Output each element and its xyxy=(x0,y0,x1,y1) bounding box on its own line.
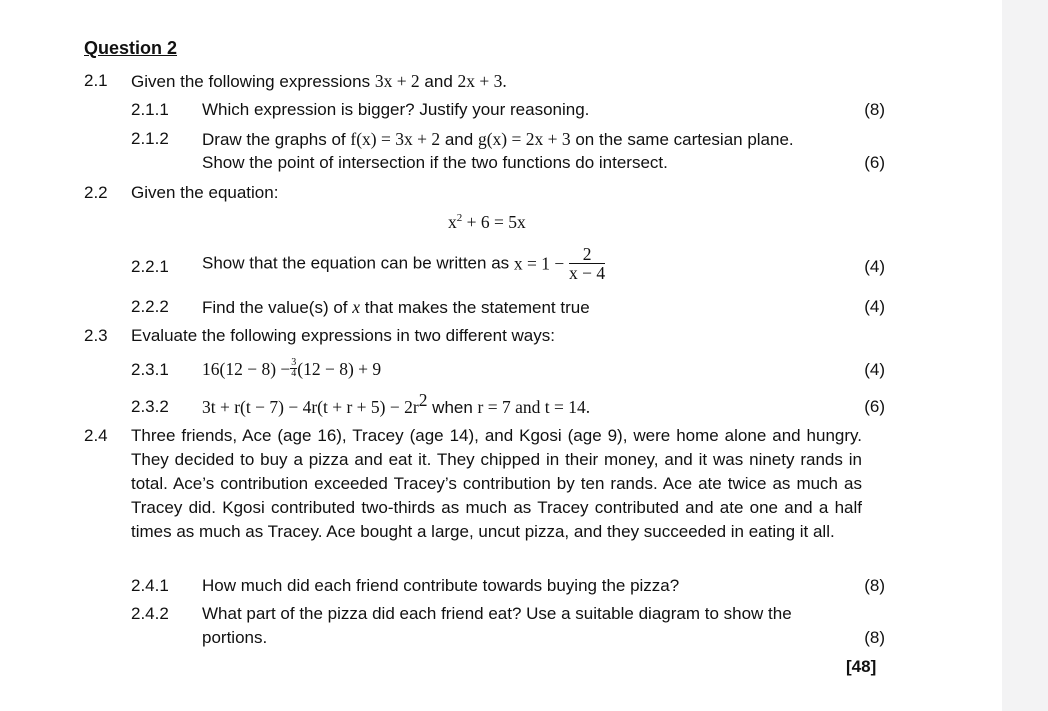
q-2-3-1-expression xyxy=(202,357,381,379)
q-2-2-2-var: x xyxy=(352,297,361,317)
eq-rhs: + 6 = 5x xyxy=(462,212,526,232)
q-2-3-1-part-b: (12 − 8) + 9 xyxy=(297,358,382,379)
q-2-1-2-and: and xyxy=(444,130,474,149)
q-2-4-1-text: How much did each friend contribute towards buying the pizza? xyxy=(202,576,680,595)
q-2-1-expr2: 2x + 3. xyxy=(457,71,507,91)
q-2-2-2-tail: that makes the statement true xyxy=(364,298,590,317)
q-2-3-2-marks: (6) xyxy=(864,397,885,416)
q-2-2-equation xyxy=(448,212,526,232)
q-2-1-1-text: Which expression is bigger? Justify your reasoning. xyxy=(202,100,590,119)
q-2-1-2-marks: (6) xyxy=(864,153,885,172)
q-2-2-2-lead: Find the value(s) of xyxy=(202,298,348,317)
q-2-1-2-f: f(x) = 3x + 2 xyxy=(350,129,441,149)
q-2-1-text xyxy=(131,71,507,92)
q-2-3-number: 2.3 xyxy=(84,326,108,345)
q-2-1-2-g: g(x) = 2x + 3 xyxy=(477,129,571,149)
question-title: Question 2 xyxy=(84,38,178,58)
q-2-1-expr1: 3x + 2 xyxy=(374,71,420,91)
q-2-2-2-text xyxy=(202,297,590,318)
q-2-4-2-line1: What part of the pizza did each friend eat? Use a suitable diagram to show the xyxy=(202,604,792,623)
q-2-4-2-line2: portions. xyxy=(202,628,268,647)
q-2-3-2-exponent: 2 xyxy=(418,390,428,410)
q-2-2-1-lhs: x = 1 − xyxy=(513,253,565,274)
q-2-3-2-expression xyxy=(202,390,591,418)
q-2-3-1-marks: (4) xyxy=(864,360,885,379)
q-2-1-2-tail: on the same cartesian plane. xyxy=(575,130,794,149)
q-2-4-1-number: 2.4.1 xyxy=(131,576,169,595)
q-2-1-2-line1 xyxy=(202,129,794,150)
q-2-2-1-fraction xyxy=(569,245,605,282)
q-2-4-2-number: 2.4.2 xyxy=(131,604,169,623)
total-marks: [48] xyxy=(846,657,877,676)
eq-exponent: 2 xyxy=(456,212,463,224)
small-frac-numerator: 3 xyxy=(291,357,297,369)
q-2-2-number: 2.2 xyxy=(84,183,108,202)
q-2-1-1-marks: (8) xyxy=(864,100,885,119)
q-2-4-paragraph: Three friends, Ace (age 16), Tracey (age 14), and Kgosi (age 9), were home alone and hungry. They decided to buy a pizza and eat it. They chipped in their money, and it was ninety rands in total. Ace’s contribution exceeded Tracey’s contribution by ten rands. Ace ate twice as much as Tracey did. Kgosi contributed two-thirds as much as Tracey contributed and ate one and a half times as much as Tracey. Ace bought a large, uncut pizza, and they succeeded in eating it all. xyxy=(131,426,862,541)
q-2-2-1-marks: (4) xyxy=(864,257,885,276)
q-2-3-2-part-a: 3t + r(t − 7) − 4r(t + r + 5) − 2r xyxy=(202,397,419,417)
q-2-4-1-marks: (8) xyxy=(864,576,885,595)
q-2-1-number: 2.1 xyxy=(84,71,108,90)
frac-denominator: x − 4 xyxy=(569,263,606,283)
q-2-2-2-number: 2.2.2 xyxy=(131,297,169,316)
eq-lhs: x xyxy=(448,212,457,232)
q-2-3-1-part-a: 16(12 − 8) − xyxy=(202,358,291,379)
q-2-2-1-lead: Show that the equation can be written as xyxy=(202,253,510,273)
q-2-2-1-number: 2.2.1 xyxy=(131,257,169,276)
q-2-1-2-lead: Draw the graphs of xyxy=(202,130,346,149)
q-2-4-number: 2.4 xyxy=(84,426,108,445)
q-2-1-2-number: 2.1.2 xyxy=(131,129,169,148)
q-2-1-2-line2: Show the point of intersection if the two functions do intersect. xyxy=(202,153,668,172)
q-2-1-1-number: 2.1.1 xyxy=(131,100,169,119)
small-frac-denominator: 4 xyxy=(291,368,297,380)
q-2-3-2-when: when xyxy=(432,398,473,417)
q-2-3-1-number: 2.3.1 xyxy=(131,360,169,379)
q-2-3-text: Evaluate the following expressions in two different ways: xyxy=(131,326,555,345)
q-2-1-and: and xyxy=(424,72,453,91)
q-2-2-1-text xyxy=(202,245,605,282)
q-2-1-lead: Given the following expressions xyxy=(131,72,371,91)
q-2-2-2-marks: (4) xyxy=(864,297,885,316)
q-2-3-2-condition: r = 7 and t = 14. xyxy=(477,397,591,417)
q-2-3-2-number: 2.3.2 xyxy=(131,397,169,416)
q-2-2-text: Given the equation: xyxy=(131,183,279,202)
frac-numerator: 2 xyxy=(569,245,605,264)
q-2-4-2-marks: (8) xyxy=(864,628,885,647)
